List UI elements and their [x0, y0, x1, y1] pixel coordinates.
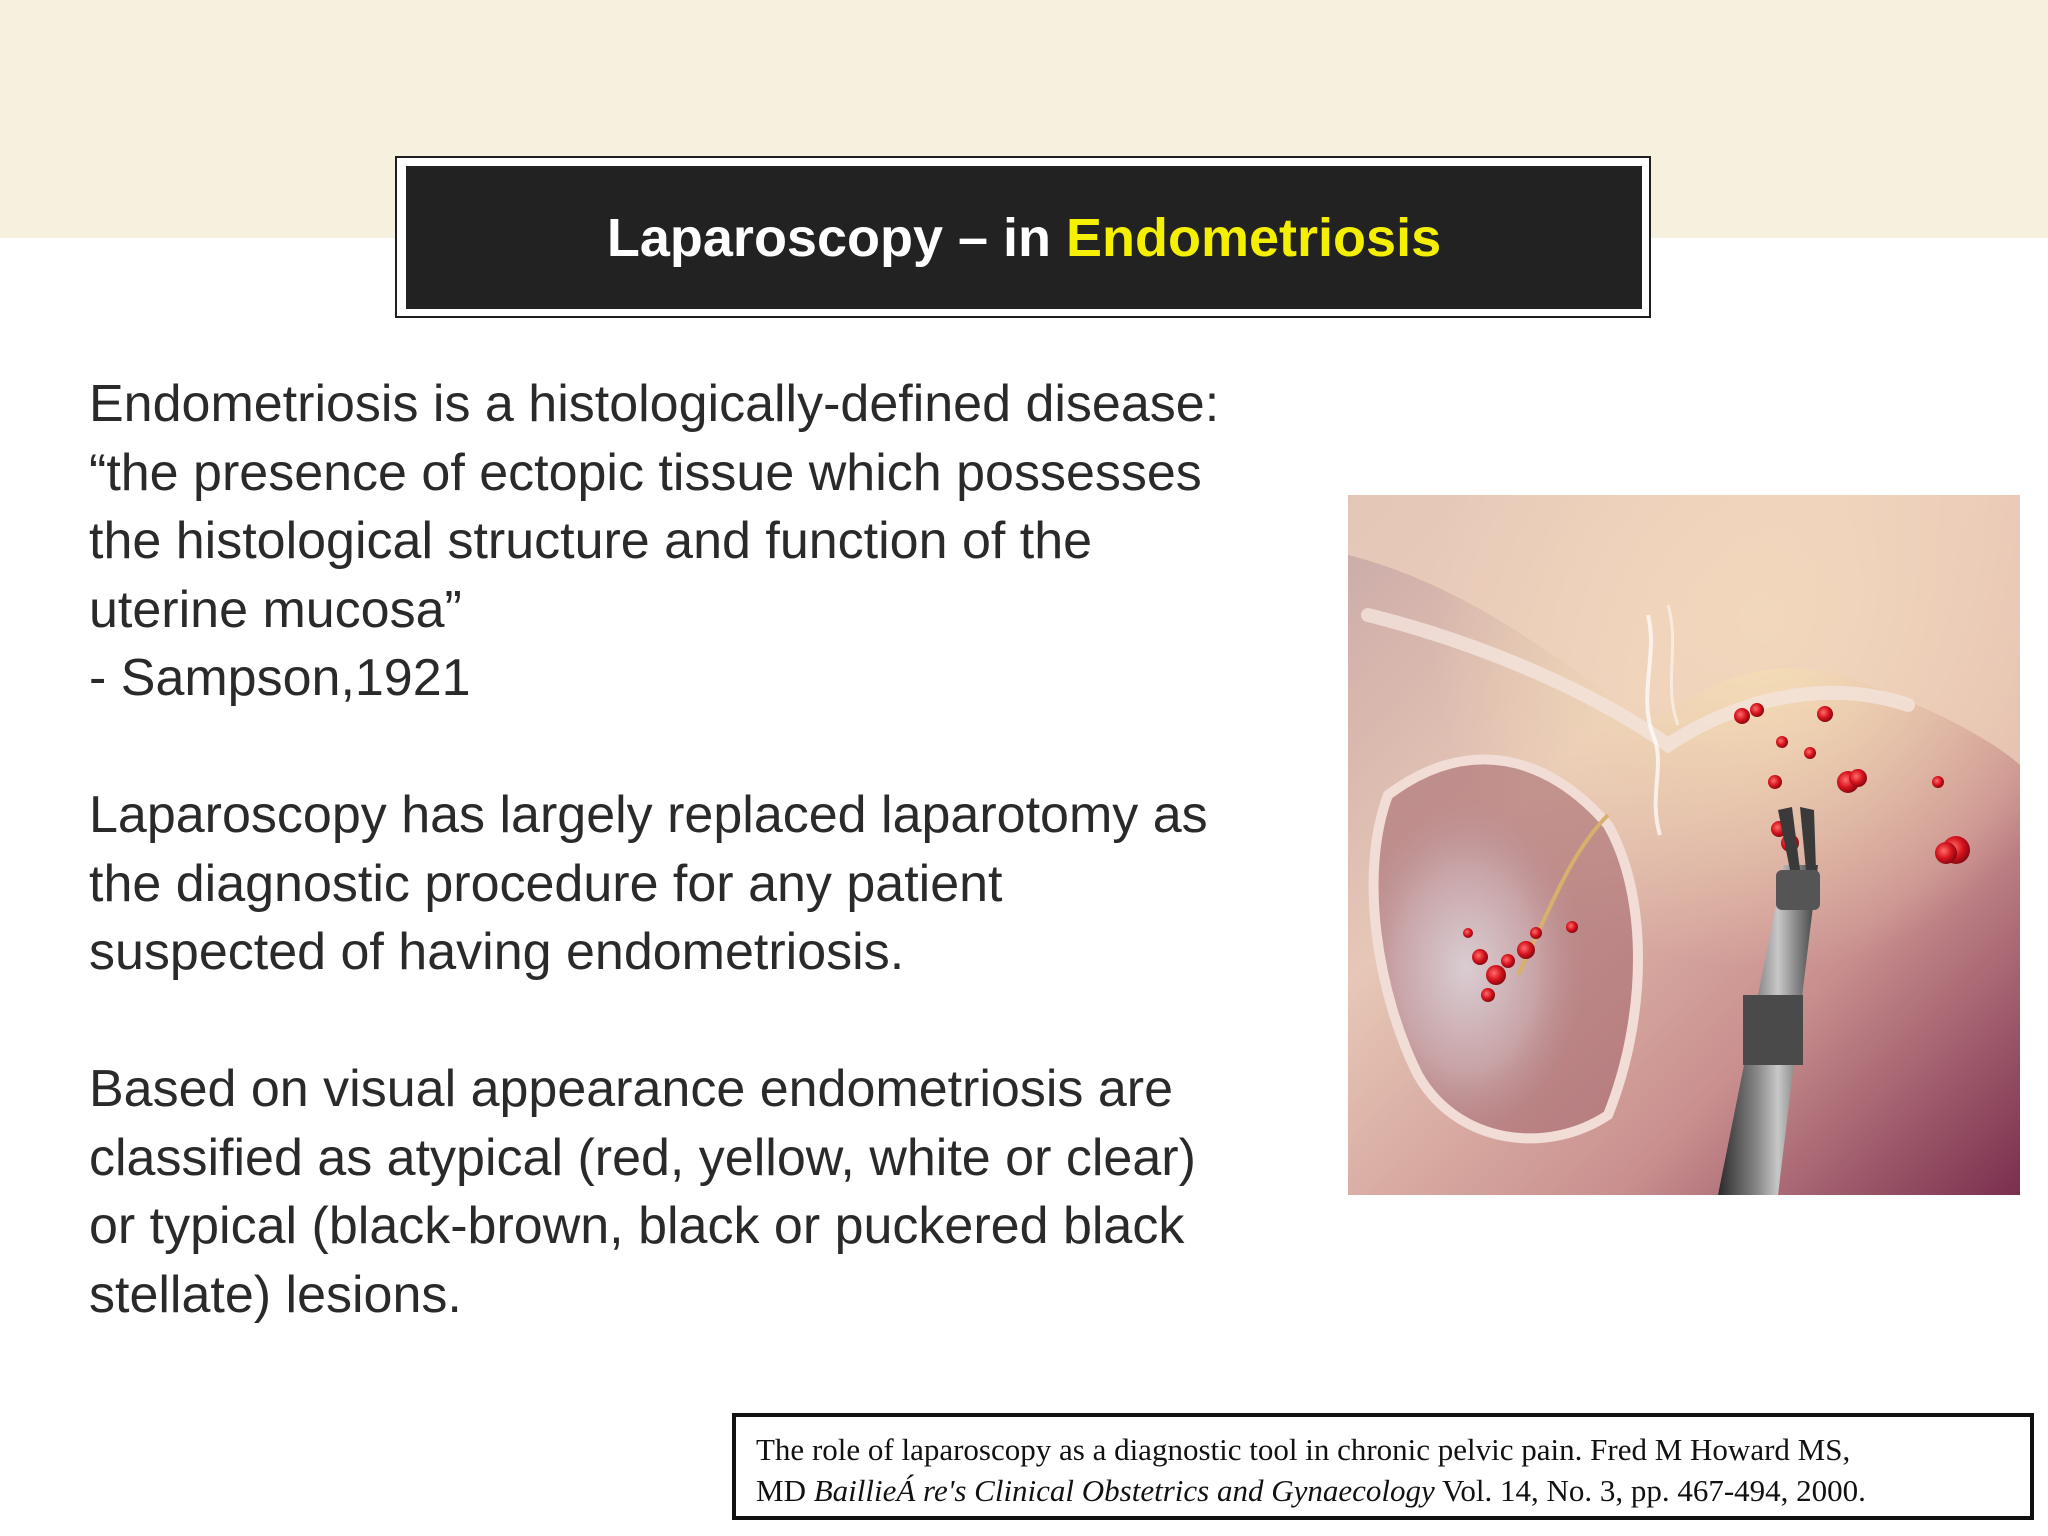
text-line: stellate) lesions. — [89, 1265, 462, 1324]
citation-box — [732, 1413, 2034, 1520]
slide-title-box — [406, 166, 1642, 309]
text-line: classified as atypical (red, yellow, white or clear) — [89, 1128, 1196, 1187]
citation-suffix: Vol. 14, No. 3, pp. 467-494, 2000. — [1434, 1473, 1866, 1508]
paragraph-laparoscopy — [89, 781, 1349, 987]
title-highlight: Endometriosis — [1066, 207, 1442, 268]
text-line: the histological structure and function of the — [89, 512, 1093, 570]
text-line: the diagnostic procedure for any patient — [89, 854, 1003, 913]
text-line: Based on visual appearance endometriosis are — [89, 1060, 1174, 1118]
text-line: Laparoscopy has largely replaced laparotomy as — [89, 786, 1208, 844]
text-line: or typical (black-brown, black or puckered black — [89, 1197, 1185, 1255]
citation-prefix: MD — [756, 1473, 814, 1508]
text-line: “the presence of ectopic tissue which possesses — [89, 443, 1202, 502]
paragraph-classification — [89, 1055, 1349, 1329]
citation-line-1: The role of laparoscopy as a diagnostic tool in chronic pelvic pain. Fred M Howard MS, — [756, 1432, 1851, 1467]
citation-journal: BaillieÁ re's Clinical Obstetrics and Gynaecology — [813, 1473, 1435, 1508]
title-main: Laparoscopy – in — [606, 207, 1067, 268]
text-line: - Sampson,1921 — [89, 649, 471, 707]
text-line: Endometriosis is a histologically-defined disease: — [89, 375, 1220, 433]
text-line: suspected of having endometriosis. — [89, 923, 905, 981]
paragraph-definition — [89, 370, 1349, 713]
text-line: uterine mucosa” — [89, 580, 462, 639]
body-text — [89, 370, 1349, 1329]
laparoscopy-illustration — [1348, 495, 2020, 1195]
illustration-svg — [1348, 495, 2020, 1195]
slide-title — [607, 207, 1441, 269]
